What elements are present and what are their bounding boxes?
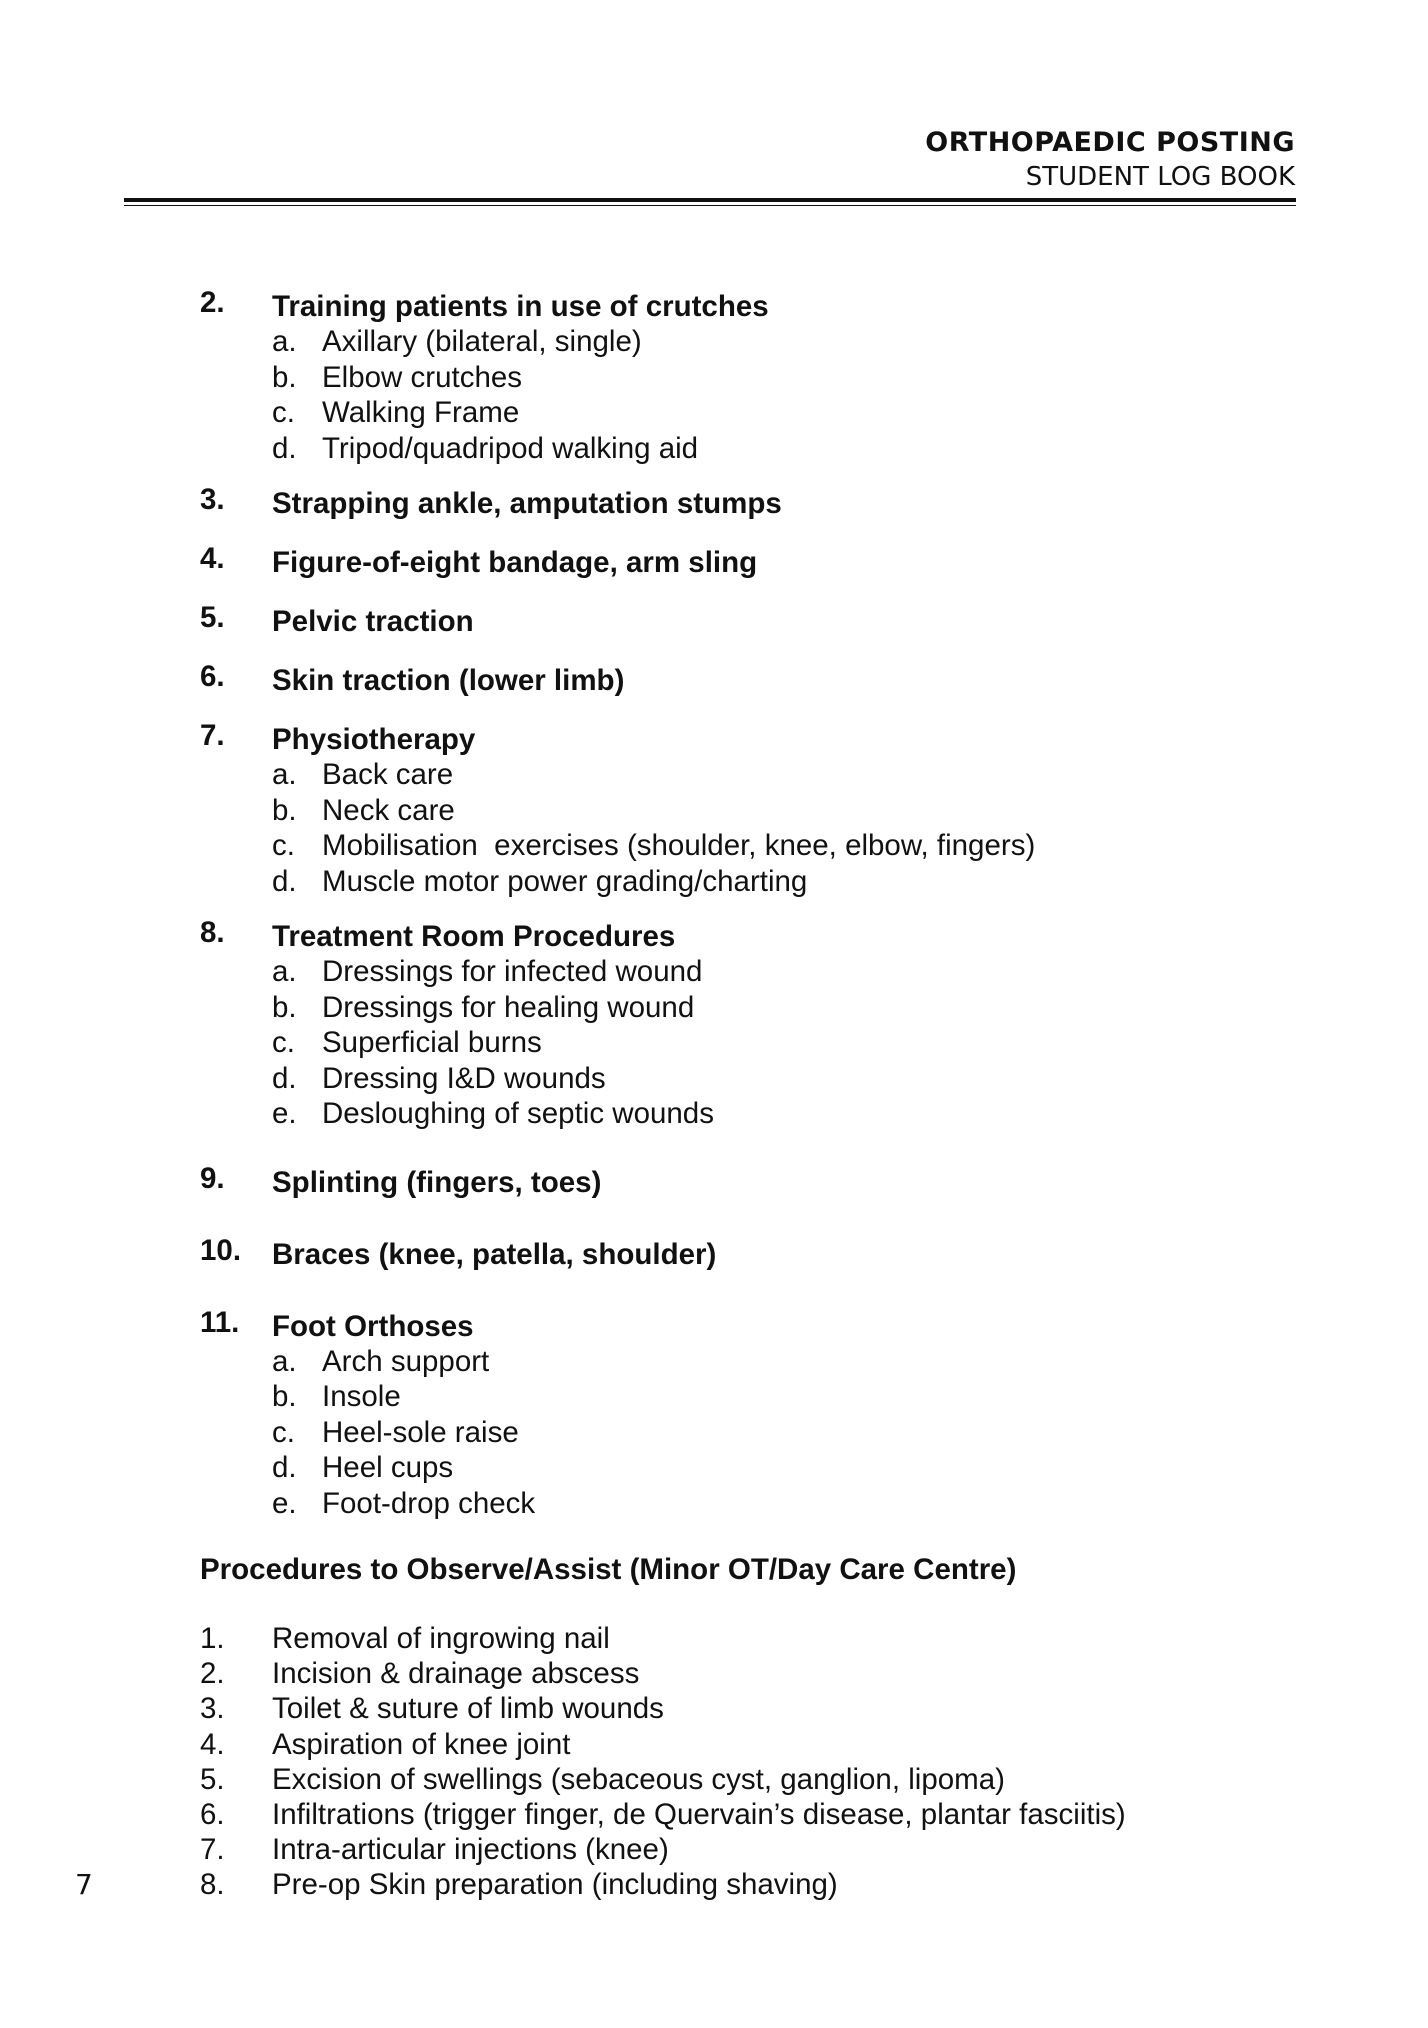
- procedure-item: [200, 719, 1280, 899]
- subitem-text: Dressings for infected wound: [322, 955, 703, 988]
- observe-item: [200, 1727, 1280, 1762]
- page-header: [925, 126, 1295, 194]
- procedure-list: [200, 286, 1280, 1903]
- procedure-title: Treatment Room Procedures: [272, 920, 676, 953]
- observe-number: 8.: [200, 1868, 225, 1902]
- subitem-letter: c.: [272, 1026, 295, 1059]
- subitem-letter: d.: [272, 431, 297, 465]
- procedure-number: 11.: [200, 1305, 240, 1339]
- subitem-text: Dressing I&D wounds: [322, 1061, 606, 1095]
- procedure-item: [200, 1162, 1280, 1204]
- observe-text: Pre-op Skin preparation (including shaving): [272, 1868, 838, 1902]
- page-number: 7: [75, 1868, 93, 1901]
- subitem-letter: b.: [272, 360, 297, 394]
- observe-section-title: Procedures to Observe/Assist (Minor OT/Day Care Centre): [200, 1553, 1017, 1586]
- procedure-item: [200, 483, 1280, 525]
- procedure-number: 2.: [200, 286, 225, 319]
- subitem-text: Axillary (bilateral, single): [322, 325, 642, 358]
- subitem-letter: c.: [272, 829, 295, 862]
- subitem: [272, 431, 1280, 467]
- subitem: [272, 1379, 1280, 1415]
- observe-text: Intra-articular injections (knee): [272, 1833, 669, 1867]
- subitem-text: Muscle motor power grading/charting: [322, 864, 808, 898]
- procedure-title: Training patients in use of crutches: [272, 290, 769, 323]
- subitem-letter: a.: [272, 325, 297, 358]
- subitem: [272, 395, 1280, 431]
- subitem: [272, 360, 1280, 396]
- subitem-letter: b.: [272, 990, 297, 1024]
- procedure-number: 3.: [200, 483, 225, 516]
- procedure-number: 6.: [200, 660, 225, 693]
- subitem-letter: c.: [272, 396, 295, 429]
- subitem-text: Elbow crutches: [322, 360, 523, 394]
- header-subtitle: STUDENT LOG BOOK: [1025, 162, 1295, 192]
- observe-list: [200, 1621, 1280, 1903]
- observe-item: [200, 1621, 1280, 1656]
- subitem-letter: a.: [272, 955, 297, 988]
- procedure-title: Pelvic traction: [272, 605, 474, 638]
- procedure-number: 5.: [200, 601, 225, 634]
- subitem-letter: a.: [272, 758, 297, 791]
- subitem: [272, 954, 1280, 990]
- procedure-item: [200, 1306, 1280, 1522]
- observe-item: [200, 1797, 1280, 1832]
- observe-text: Incision & drainage abscess: [272, 1657, 640, 1691]
- subitem-text: Foot-drop check: [322, 1486, 536, 1520]
- procedure-item: [200, 660, 1280, 702]
- subitem-text: Insole: [322, 1380, 401, 1413]
- procedure-number: 7.: [200, 719, 225, 752]
- subitem-letter: b.: [272, 1380, 297, 1413]
- observe-text: Excision of swellings (sebaceous cyst, ganglion, lipoma): [272, 1762, 1005, 1796]
- subitem: [272, 757, 1280, 793]
- procedure-title: Figure-of-eight bandage, arm sling: [272, 546, 758, 579]
- subitem-letter: d.: [272, 864, 297, 898]
- subitem-text: Neck care: [322, 793, 455, 827]
- procedure-item: [200, 542, 1280, 584]
- header-rule-thick: [124, 198, 1296, 202]
- procedure-item: [200, 286, 1280, 466]
- subitem: [272, 1096, 1280, 1132]
- procedure-title: Foot Orthoses: [272, 1309, 474, 1343]
- procedure-title: Skin traction (lower limb): [272, 664, 625, 697]
- subitem: [272, 793, 1280, 829]
- subitem: [272, 1415, 1280, 1451]
- subitem: [272, 990, 1280, 1026]
- procedure-title: Strapping ankle, amputation stumps: [272, 487, 782, 520]
- procedure-title: Braces (knee, patella, shoulder): [272, 1237, 717, 1271]
- procedure-title: Physiotherapy: [272, 723, 476, 756]
- observe-number: 4.: [200, 1727, 225, 1761]
- subitem-letter: d.: [272, 1451, 297, 1484]
- procedure-item: [200, 916, 1280, 1132]
- observe-item: [200, 1867, 1280, 1902]
- subitem: [272, 324, 1280, 360]
- subitem-letter: a.: [272, 1344, 297, 1378]
- subitem-text: Walking Frame: [322, 396, 520, 429]
- observe-number: 2.: [200, 1657, 225, 1691]
- procedure-item: [200, 1234, 1280, 1276]
- subitem-list: [272, 324, 1280, 466]
- observe-number: 6.: [200, 1798, 225, 1832]
- subitem: [272, 1486, 1280, 1522]
- header-rule-thin: [124, 205, 1296, 206]
- subitem: [272, 864, 1280, 900]
- subitem-list: [272, 954, 1280, 1132]
- observe-number: 7.: [200, 1833, 225, 1867]
- subitem: [272, 1344, 1280, 1380]
- subitem-text: Heel cups: [322, 1451, 454, 1484]
- subitem: [272, 828, 1280, 864]
- procedure-title: Splinting (fingers, toes): [272, 1165, 602, 1199]
- observe-item: [200, 1832, 1280, 1867]
- subitem: [272, 1061, 1280, 1097]
- observe-text: Removal of ingrowing nail: [272, 1622, 610, 1655]
- subitem-text: Heel-sole raise: [322, 1415, 519, 1449]
- subitem: [272, 1450, 1280, 1486]
- observe-number: 1.: [200, 1622, 225, 1655]
- subitem: [272, 1025, 1280, 1061]
- subitem-text: Arch support: [322, 1344, 490, 1378]
- header-title: ORTHOPAEDIC POSTING: [925, 127, 1295, 158]
- subitem-letter: e.: [272, 1486, 297, 1520]
- subitem-text: Tripod/quadripod walking aid: [322, 431, 699, 465]
- subitem-text: Desloughing of septic wounds: [322, 1097, 714, 1130]
- procedure-item: [200, 601, 1280, 643]
- subitem-text: Back care: [322, 758, 454, 791]
- subitem-letter: d.: [272, 1061, 297, 1095]
- procedure-number: 8.: [200, 916, 225, 949]
- subitem-list: [272, 1344, 1280, 1522]
- subitem-list: [272, 757, 1280, 899]
- subitem-text: Mobilisation exercises (shoulder, knee, elbow, fingers): [322, 829, 1036, 862]
- procedure-number: 9.: [200, 1161, 225, 1195]
- procedure-number: 10.: [200, 1233, 242, 1267]
- observe-text: Aspiration of knee joint: [272, 1727, 571, 1761]
- observe-item: [200, 1691, 1280, 1726]
- subitem-text: Superficial burns: [322, 1026, 542, 1059]
- observe-number: 5.: [200, 1762, 225, 1796]
- subitem-letter: e.: [272, 1097, 297, 1130]
- observe-text: Toilet & suture of limb wounds: [272, 1692, 664, 1726]
- procedure-number: 4.: [200, 542, 225, 575]
- observe-item: [200, 1656, 1280, 1691]
- observe-item: [200, 1762, 1280, 1797]
- subitem-text: Dressings for healing wound: [322, 990, 695, 1024]
- subitem-letter: b.: [272, 793, 297, 827]
- observe-text: Infiltrations (trigger finger, de Quervain’s disease, plantar fasciitis): [272, 1798, 1126, 1832]
- observe-number: 3.: [200, 1692, 225, 1726]
- subitem-letter: c.: [272, 1415, 295, 1449]
